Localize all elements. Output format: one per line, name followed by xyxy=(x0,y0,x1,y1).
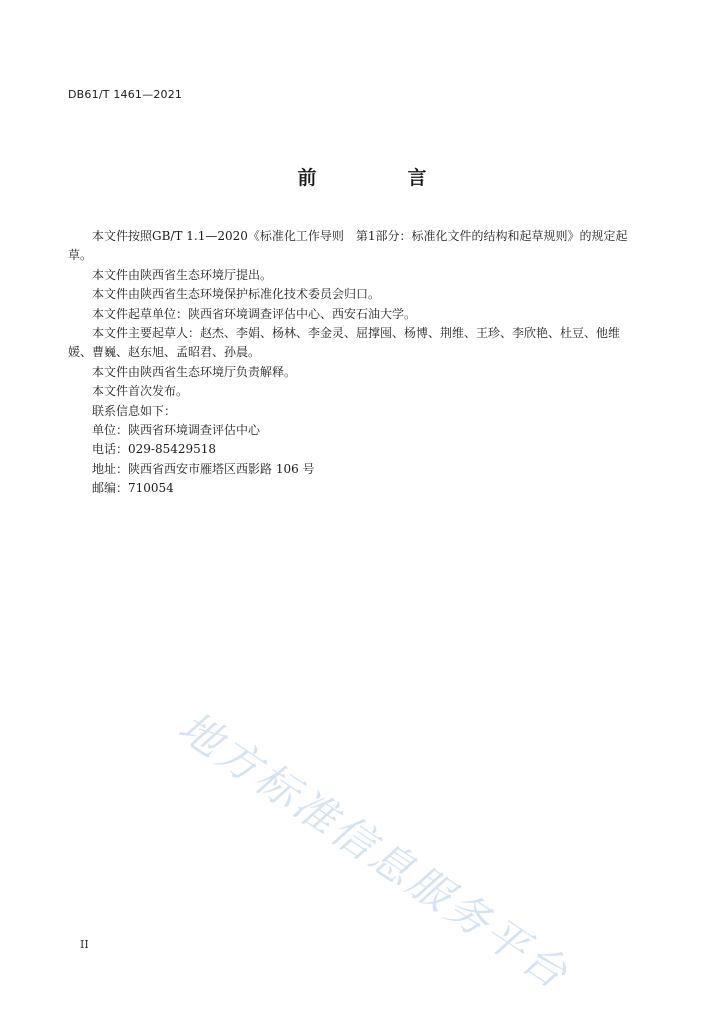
contact-unit: 单位：陕西省环境调查评估中心 xyxy=(92,423,261,438)
contact-postcode: 邮编：710054 xyxy=(92,481,174,496)
paragraph-drafting-basis: 本文件按照GB/T 1.1—2020《标准化工作导则 第1部分：标准化文件的结构和起草规则》的规定起草。 xyxy=(68,229,628,263)
body-text xyxy=(68,227,640,499)
watermark: 地方标准信息服务平台 xyxy=(169,701,579,1000)
paragraph-drafters: 本文件主要起草人：赵杰、李娟、杨林、李金灵、屈撑囤、杨博、荆维、王珍、李欣艳、杜豆、他维媛、曹巍、赵东旭、孟昭君、孙晨。 xyxy=(68,326,621,360)
page-title: 前 言 xyxy=(297,167,463,189)
paragraph-contact-heading: 联系信息如下： xyxy=(92,403,177,418)
paragraph-proposer: 本文件由陕西省生态环境厅提出。 xyxy=(92,267,273,282)
contact-phone: 电话：029-85429518 xyxy=(92,442,217,457)
contact-address: 地址：陕西省西安市雁塔区西影路 106 号 xyxy=(92,461,315,476)
page-number: II xyxy=(80,938,89,951)
paragraph-first-release: 本文件首次发布。 xyxy=(92,384,189,399)
document-code: DB61/T 1461—2021 xyxy=(68,88,183,101)
paragraph-centralized-unit: 本文件由陕西省生态环境保护标准化技术委员会归口。 xyxy=(92,287,381,302)
paragraph-interpretation: 本文件由陕西省生态环境厅负责解释。 xyxy=(92,364,297,379)
paragraph-drafting-units: 本文件起草单位：陕西省环境调查评估中心、西安石油大学。 xyxy=(92,306,417,321)
